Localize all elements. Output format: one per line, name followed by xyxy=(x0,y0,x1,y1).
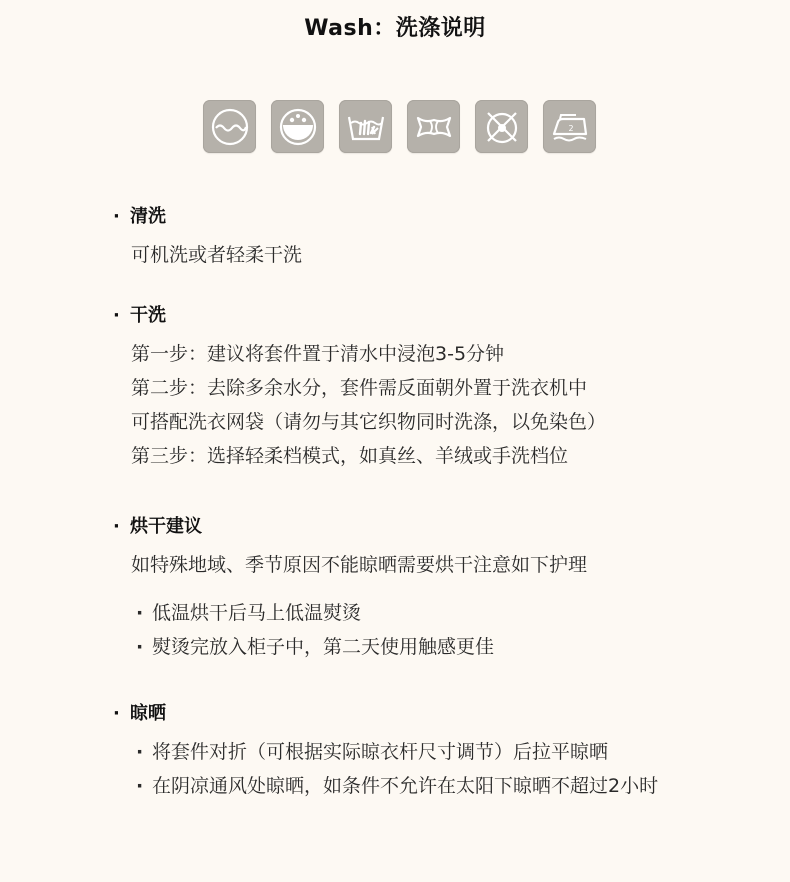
text-line: 可搭配洗衣网袋（请勿与其它织物同时洗涤，以免染色） xyxy=(131,411,607,433)
section-heading: · 烘干建议 xyxy=(113,514,587,540)
list-item: · 将套件对折（可根据实际晾衣杆尺寸调节）后拉平晾晒 xyxy=(136,741,609,763)
tub-wash-icon xyxy=(203,100,256,153)
text-line: 第二步：去除多余水分，套件需反面朝外置于洗衣机中 xyxy=(131,377,588,399)
section-drying xyxy=(113,514,587,664)
section-heading: · 干洗 xyxy=(113,303,606,329)
section-heading: · 晾晒 xyxy=(113,701,658,727)
text-line: 第一步：建议将套件置于清水中浸泡3-5分钟 xyxy=(131,343,505,365)
text-line: 可机洗或者轻柔干洗 xyxy=(131,244,303,266)
section-sun-dry xyxy=(113,701,658,803)
section-dry-clean xyxy=(113,303,606,473)
list-item: · 低温烘干后马上低温熨烫 xyxy=(136,602,362,624)
bullet-dot: · xyxy=(113,516,120,537)
iron-level-label: 2 xyxy=(567,123,574,133)
section-heading: · 清洗 xyxy=(113,204,302,230)
wring-icon xyxy=(407,100,460,153)
bullet-dot: · xyxy=(113,703,120,724)
bullet-dot: · xyxy=(113,206,120,227)
hand-wash-basin-icon xyxy=(339,100,392,153)
tumble-dry-icon xyxy=(475,100,528,153)
list-item: · 在阴凉通风处晾晒，如条件不允许在太阳下晾晒不超过2小时 xyxy=(136,775,659,797)
bullet-dot: · xyxy=(113,305,120,326)
text-line: 如特殊地域、季节原因不能晾晒需要烘干注意如下护理 xyxy=(131,554,588,576)
section-clean xyxy=(113,204,302,272)
hand-wash-icon xyxy=(271,100,324,153)
page-title: Wash：洗涤说明 xyxy=(304,16,486,41)
text-line: 第三步：选择轻柔档模式，如真丝、羊绒或手洗档位 xyxy=(131,445,569,467)
list-item: · 熨烫完放入柜子中，第二天使用触感更佳 xyxy=(136,636,495,658)
care-icons-row xyxy=(203,100,596,153)
iron-icon xyxy=(543,100,596,153)
